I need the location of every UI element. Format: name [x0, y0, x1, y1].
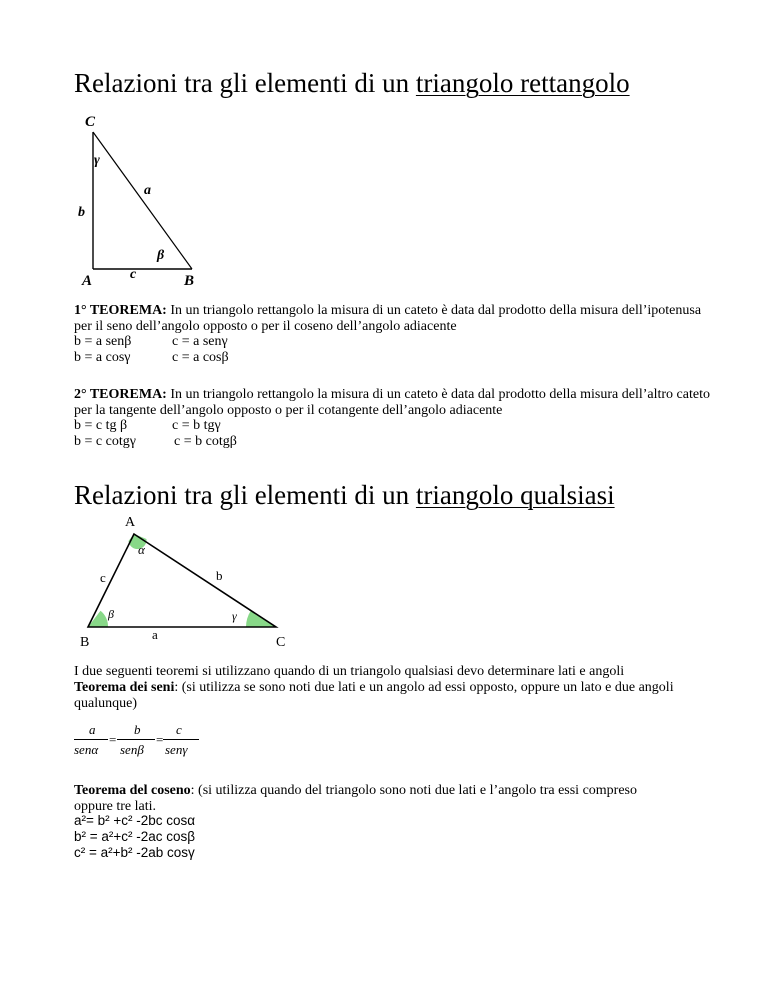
numerator-a: a [89, 722, 96, 737]
general-triangle-figure [70, 512, 300, 652]
side-b-label: b [216, 568, 223, 583]
coseno-formula-1: a²= b² +c² -2bc cosα [74, 813, 196, 828]
vertex-c-label: C [85, 114, 96, 130]
seni-text: : (si utilizza se sono noti due lati e un angolo ad essi opposto, oppure un lato e due angoli qualunque) [74, 680, 674, 711]
coseno-label: Teorema del coseno [74, 783, 191, 798]
angle-gamma-label: γ [94, 153, 100, 168]
coseno-paragraph [74, 783, 674, 814]
side-a-label: a [152, 627, 158, 642]
theorem1-formula-4: c = a cosβ [172, 350, 229, 365]
equals-sign-2: = [156, 732, 164, 747]
theorem1-text: In un triangolo rettangolo la misura di un cateto è data dal prodotto della misura dell’ipotenusa per il seno dell’angolo opposto o per il coseno dell’angolo adiacente [74, 303, 702, 334]
theorem1-label: 1° TEOREMA: [74, 303, 167, 318]
intro-paragraph: I due seguenti teoremi si utilizzano quando di un triangolo qualsiasi devo determinare lati e angoli [74, 664, 625, 679]
theorem1-formula-row2 [74, 350, 229, 366]
side-c-label: c [100, 570, 106, 585]
theorem1-formula-2: c = a senγ [172, 334, 228, 349]
equals-sign-1: = [109, 732, 117, 747]
theorem2-formula-2: c = b tgγ [172, 418, 221, 433]
vertex-b-label: B [80, 635, 90, 650]
seni-label: Teorema dei seni [74, 680, 175, 695]
section2-title [74, 480, 615, 511]
fraction-bar-2 [117, 739, 155, 740]
theorem2-formula-row2 [74, 434, 237, 450]
angle-beta-label: β [108, 607, 114, 621]
denominator-b: senβ [120, 742, 144, 757]
denominator-a: senα [74, 742, 99, 757]
theorem2-formula-1: b = c tg β [74, 418, 128, 433]
side-c-label: c [130, 267, 137, 282]
angle-gamma-label: γ [232, 609, 237, 623]
triangle-outline [88, 534, 276, 627]
section1-title [74, 68, 630, 99]
law-of-sines-formula [74, 722, 214, 764]
side-b-label: b [78, 205, 85, 220]
vertex-c-label: C [276, 635, 286, 650]
section1-title-prefix: Relazioni tra gli elementi di un [74, 68, 416, 98]
section2-title-underlined: triangolo qualsiasi [415, 480, 615, 510]
coseno-formula-2: b² = a²+c² -2ac cosβ [74, 829, 196, 844]
theorem2-formula-3: b = c cotgγ [74, 434, 136, 449]
theorem1-formula-1: b = a senβ [74, 334, 132, 349]
section2-title-prefix: Relazioni tra gli elementi di un [74, 480, 416, 510]
coseno-formula-3: c² = a²+b² -2ab cosγ [74, 845, 195, 860]
denominator-c: senγ [165, 742, 188, 757]
section1-title-underlined: triangolo rettangolo [415, 68, 630, 98]
theorem1-paragraph [74, 303, 714, 334]
theorem2-formula-row1 [74, 418, 221, 434]
side-a-label: a [144, 183, 151, 198]
coseno-text: : (si utilizza quando del triangolo sono noti due lati e l’angolo tra essi compreso oppure tre lati. [74, 783, 637, 814]
vertex-b-label: B [184, 273, 195, 289]
fraction-bar-1 [74, 739, 108, 740]
vertex-a-label: A [125, 515, 136, 530]
fraction-bar-3 [163, 739, 199, 740]
theorem1-formula-3: b = a cosγ [74, 350, 131, 365]
theorem2-label: 2° TEOREMA: [74, 387, 167, 402]
theorem1-formula-row1 [74, 334, 228, 350]
theorem2-paragraph [74, 387, 714, 418]
numerator-c: c [176, 722, 182, 737]
seni-paragraph [74, 680, 714, 711]
right-triangle-figure [60, 106, 220, 290]
angle-alpha-label: α [138, 542, 145, 557]
theorem2-formula-4: c = b cotgβ [174, 434, 237, 449]
angle-beta-arc [88, 611, 108, 627]
numerator-b: b [134, 722, 141, 737]
angle-beta-label: β [157, 248, 165, 263]
side-a-line [93, 132, 192, 269]
vertex-a-label: A [82, 273, 93, 289]
theorem2-text: In un triangolo rettangolo la misura di un cateto è data dal prodotto della misura dell’altro cateto per la tangente dell’angolo opposto o per il cotangente dell’angolo adiacente [74, 387, 710, 418]
